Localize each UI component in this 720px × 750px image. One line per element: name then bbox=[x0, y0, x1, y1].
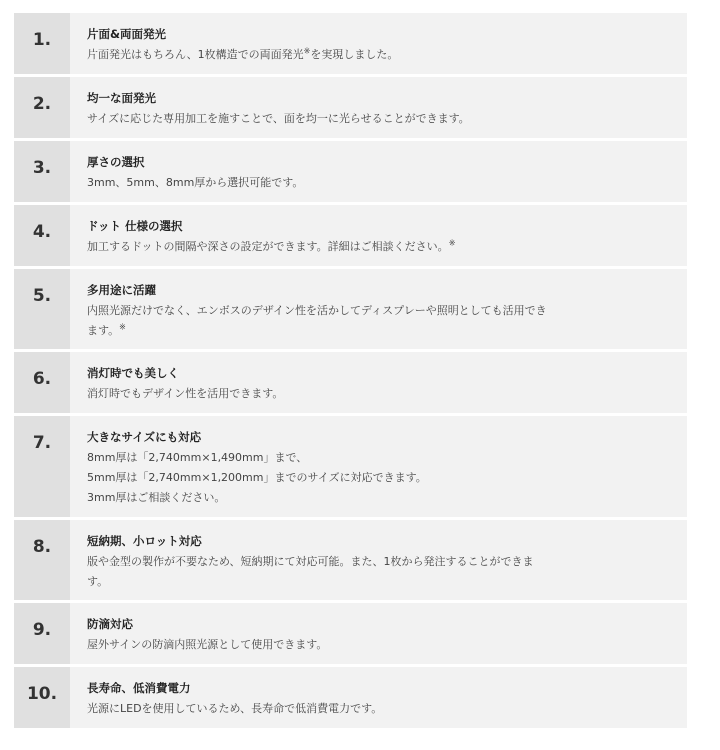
feature-title: 多用途に活躍 bbox=[87, 283, 156, 297]
feature-row bbox=[14, 141, 687, 202]
feature-title: 大きなサイズにも対応 bbox=[87, 430, 202, 444]
feature-description: 加工するドットの間隔や深さの設定ができます。詳細はご相談ください。※ bbox=[87, 238, 456, 253]
note-mark: ※ bbox=[119, 322, 126, 332]
feature-title: 消灯時でも美しく bbox=[87, 366, 179, 380]
feature-row bbox=[14, 13, 687, 74]
feature-number: 3. bbox=[14, 141, 70, 202]
note-mark: ※ bbox=[303, 46, 311, 56]
feature-number: 1. bbox=[14, 13, 70, 74]
feature-title: 長寿命、低消費電力 bbox=[87, 681, 191, 695]
feature-row bbox=[14, 269, 687, 349]
feature-description: 3mm、5mm、8mm厚から選択可能です。 bbox=[87, 176, 304, 189]
feature-description: 版や金型の製作が不要なため、短納期にて対応可能。また、1枚から発注することができま す。 bbox=[87, 555, 534, 588]
feature-row bbox=[14, 416, 687, 517]
feature-description: 消灯時でもデザイン性を活用できます。 bbox=[87, 387, 284, 400]
feature-row bbox=[14, 603, 687, 664]
feature-number: 6. bbox=[14, 352, 70, 413]
feature-number: 2. bbox=[14, 77, 70, 138]
feature-description: 屋外サインの防滴内照光源として使用できます。 bbox=[87, 638, 328, 651]
feature-title: 防滴対応 bbox=[87, 617, 133, 631]
note-mark: ※ bbox=[448, 238, 456, 248]
feature-row bbox=[14, 520, 687, 600]
feature-number: 4. bbox=[14, 205, 70, 266]
feature-title: 均一な面発光 bbox=[87, 91, 156, 105]
feature-list bbox=[14, 13, 687, 731]
feature-title: 厚さの選択 bbox=[87, 155, 145, 169]
feature-description: 8mm厚は「2,740mm×1,490mm」まで、 5mm厚は「2,740mm×1,200mm」までのサイズに対応できます。 3mm厚はご相談ください。 bbox=[87, 451, 427, 504]
feature-row bbox=[14, 352, 687, 413]
feature-description: 内照光源だけでなく、エンボスのデザイン性を活かしてディスプレーや照明としても活用でき ます。※ bbox=[87, 304, 547, 337]
feature-row bbox=[14, 667, 687, 728]
feature-description: 光源にLEDを使用しているため、長寿命で低消費電力です。 bbox=[87, 702, 383, 715]
feature-number: 5. bbox=[14, 269, 70, 349]
feature-description: 片面発光はもちろん、1枚構造での両面発光※を実現しました。 bbox=[87, 46, 399, 61]
feature-number: 8. bbox=[14, 520, 70, 600]
feature-number: 9. bbox=[14, 603, 70, 664]
feature-row bbox=[14, 77, 687, 138]
feature-title: 短納期、小ロット対応 bbox=[87, 534, 202, 548]
feature-title: ドット 仕様の選択 bbox=[87, 219, 183, 233]
feature-title: 片面&両面発光 bbox=[87, 27, 167, 41]
feature-row bbox=[14, 205, 687, 266]
feature-number: 7. bbox=[14, 416, 70, 517]
feature-description: サイズに応じた専用加工を施すことで、面を均一に光らせることができます。 bbox=[87, 112, 470, 125]
feature-number: 10. bbox=[14, 667, 70, 728]
